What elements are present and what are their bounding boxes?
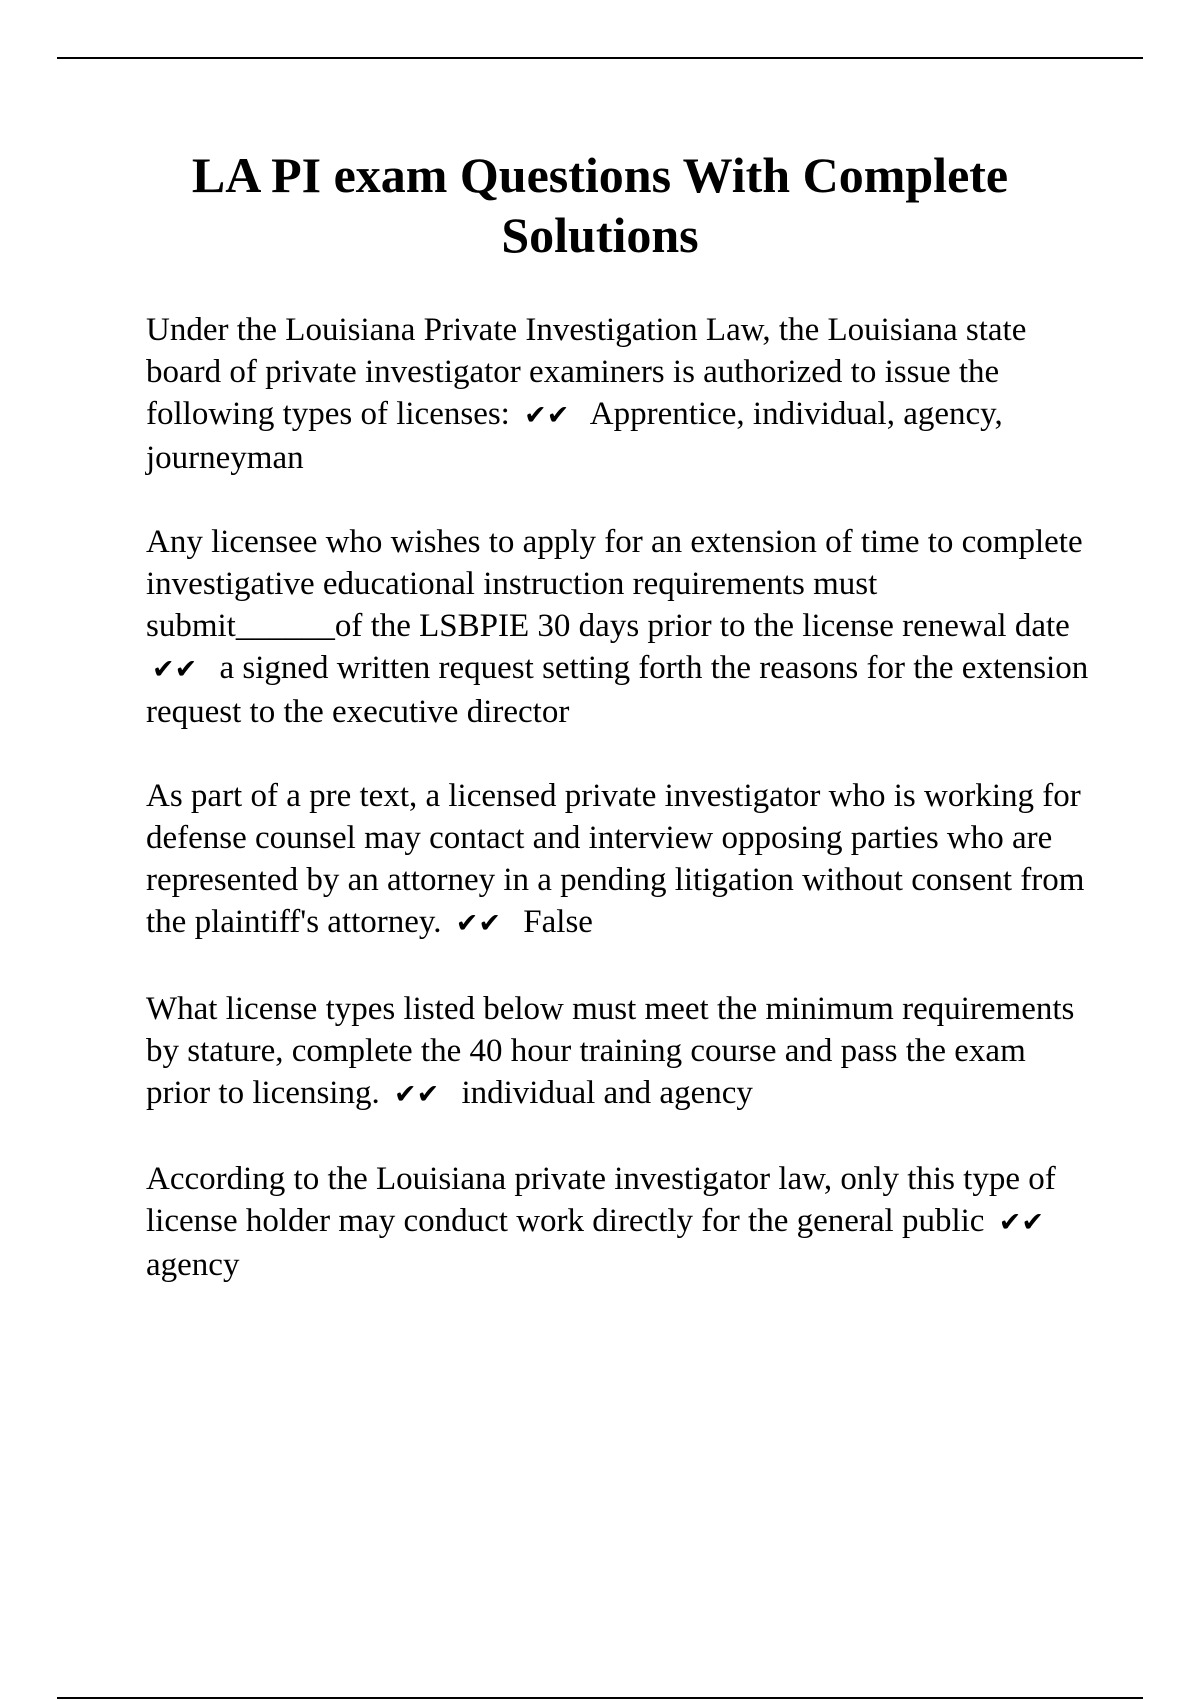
double-check-icon: ✔✔ <box>998 1207 1044 1238</box>
double-check-icon: ✔✔ <box>524 400 570 431</box>
question-text: Under the Louisiana Private Investigation Law, the Louisiana state board of private investigator examiners is authorized to issue the following types of licenses: <box>146 312 1027 432</box>
answer-text: False <box>523 904 593 940</box>
question-text: According to the Louisiana private investigator law, only this type of license holder may conduct work directly for the general public <box>146 1161 1056 1239</box>
double-check-icon: ✔✔ <box>393 1079 440 1110</box>
answer-text: agency <box>146 1247 240 1283</box>
question-text: What license types listed below must meet the minimum requirements by stature, complete the 40 hour training course and pass the exam prior to licensing. <box>146 991 1075 1111</box>
document-title: LA PI exam Questions With Complete Solutions <box>191 147 1009 263</box>
qa-item <box>146 309 1096 479</box>
top-divider <box>57 57 1143 59</box>
question-text: Any licensee who wishes to apply for an extension of time to complete investigative educational instruction requirements must submit______of the LSBPIE 30 days prior to the license renewal date <box>146 524 1083 644</box>
answer-text: individual and agency <box>461 1075 753 1111</box>
bottom-divider <box>57 1697 1143 1699</box>
double-check-icon: ✔✔ <box>455 908 502 939</box>
double-check-icon: ✔✔ <box>152 654 198 685</box>
answer-text: Apprentice, individual, agency, journeyman <box>146 396 1003 476</box>
qa-item <box>146 775 1096 945</box>
qa-item <box>146 1158 1096 1286</box>
qa-item <box>146 521 1096 733</box>
qa-item <box>146 988 1096 1116</box>
question-text: As part of a pre text, a licensed private investigator who is working for defense counsel may contact and interview opposing parties who are represented by an attorney in a pending litigation without consent from the plaintiff's attorney. <box>146 778 1085 940</box>
qa-list <box>146 309 1096 1328</box>
answer-text: a signed written request setting forth the reasons for the extension request to the executive director <box>146 650 1089 730</box>
